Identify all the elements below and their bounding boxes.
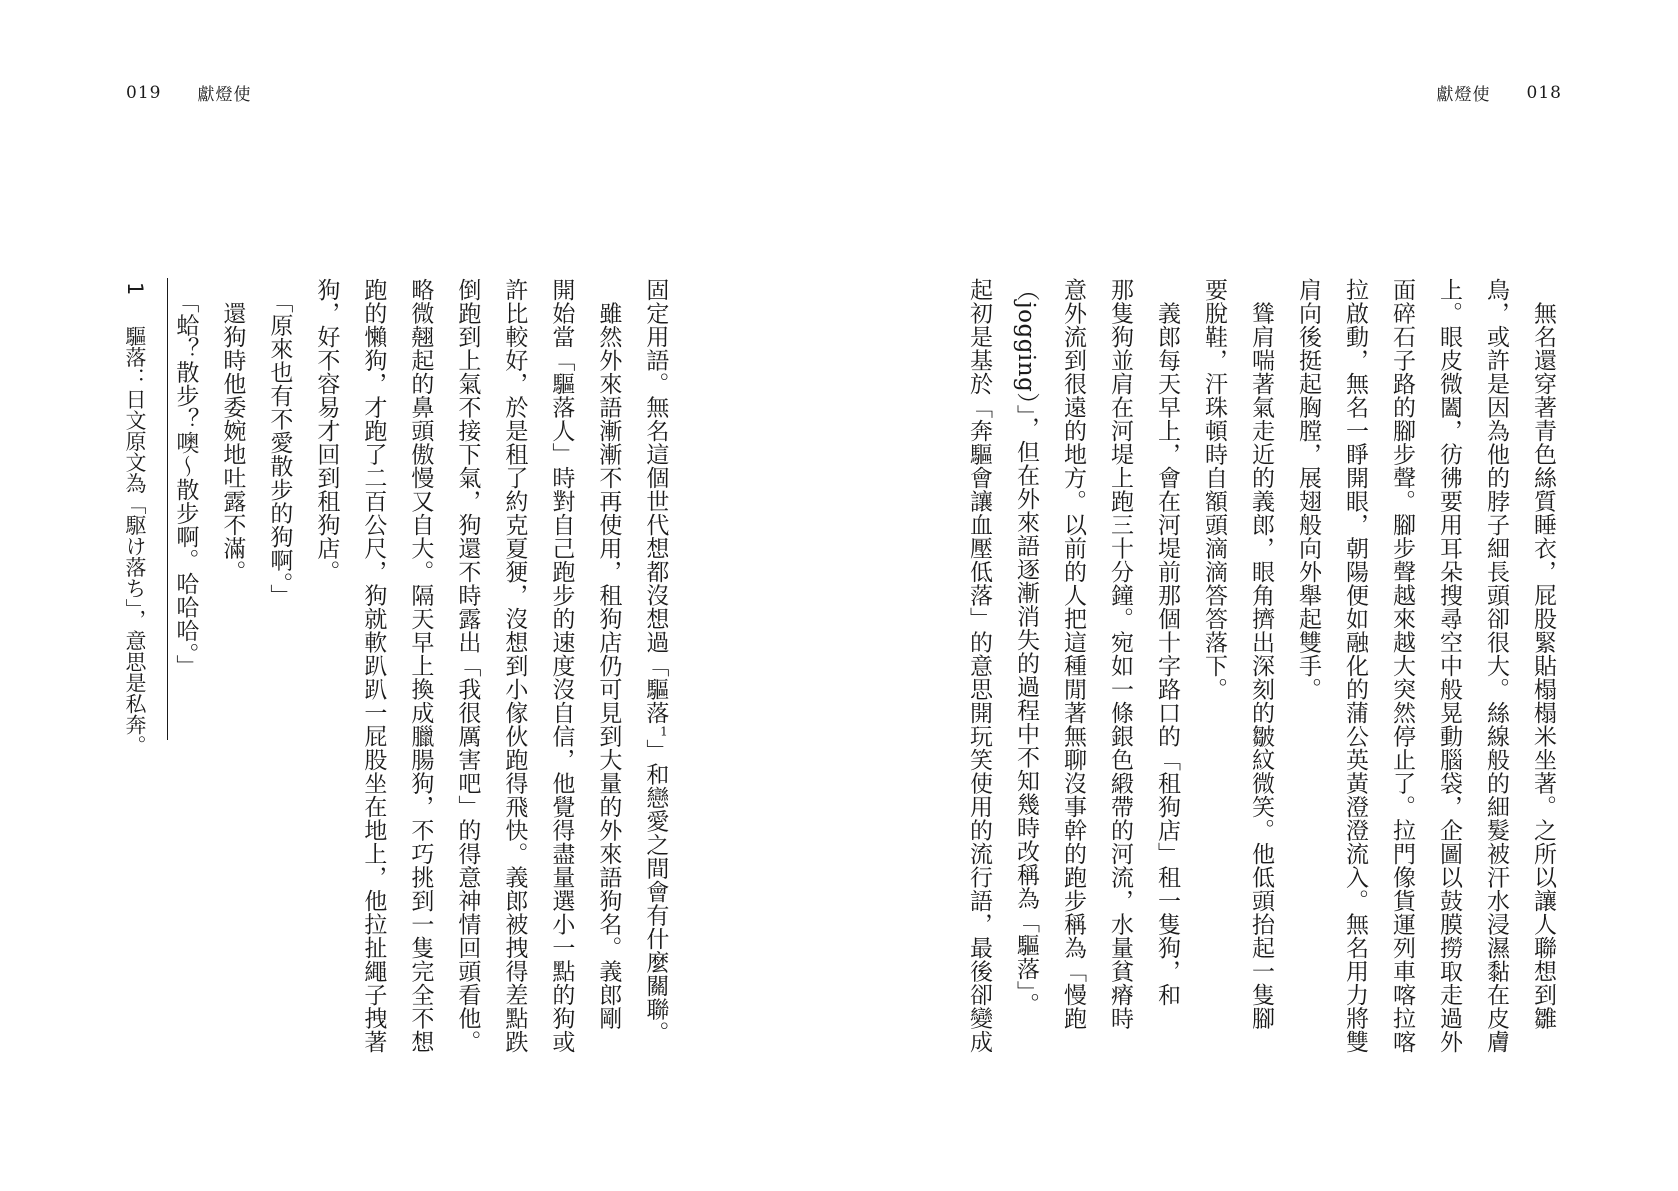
- right-page-header: [1437, 80, 1562, 105]
- paragraph: 要脫鞋，汗珠頓時自額頭滴滴答答落下。: [1201, 278, 1227, 701]
- latin-word: jogging: [1013, 301, 1039, 393]
- footnote-divider: [167, 278, 168, 740]
- paragraph: 狗，好不容易才回到租狗店。: [313, 278, 340, 584]
- paragraph: 倒跑到上氣不接下氣，狗還不時露出「我很厲害吧」的得意神情回頭看他。: [454, 278, 481, 1054]
- paragraph: 許比較好，於是租了約克夏㹴，沒想到小傢伙跑得飛快。義郎被拽得差點跌: [501, 278, 528, 1054]
- footnote: [120, 282, 150, 756]
- paragraph: 鳥，或許是因為他的脖子細長頭卻很大。絲線般的細髮被汗水浸濕黏在皮膚: [1483, 278, 1509, 1054]
- paragraph: 起初是基於「奔驅會讓血壓低落」的意思開玩笑使用的流行語，最後卻變成: [966, 278, 992, 1054]
- left-page-header: [126, 80, 251, 105]
- running-title: 獻燈使: [197, 85, 252, 105]
- paragraph: 跑的懶狗，才跑了二百公尺，狗就軟趴趴一屁股坐在地上，他拉扯繩子拽著: [360, 278, 387, 1054]
- running-title: 獻燈使: [1436, 85, 1491, 105]
- paragraph: 意外流到很遠的地方。以前的人把這種閒著無聊沒事幹的跑步稱為「慢跑: [1060, 278, 1086, 1030]
- paragraph: 拉啟動，無名一睜開眼，朝陽便如融化的蒲公英黃澄澄流入。無名用力將雙: [1342, 278, 1368, 1054]
- paragraph: 上。眼皮微闔，彷彿要用耳朵搜尋空中般晃動腦袋，企圖以鼓膜撈取走過外: [1436, 278, 1462, 1054]
- footnote-reference[interactable]: 1: [657, 724, 671, 739]
- paragraph: 聳肩喘著氣走近的義郎，眼角擠出深刻的皺紋微笑。他低頭抬起一隻腳: [1248, 278, 1274, 1030]
- page-number: 019: [126, 82, 162, 103]
- paragraph: 雖然外來語漸漸不再使用，租狗店仍可見到大量的外來語狗名。義郎剛: [595, 278, 622, 1030]
- paragraph: 那隻狗並肩在河堤上跑三十分鐘。宛如一條銀色緞帶的河流，水量貧瘠時: [1107, 278, 1133, 1030]
- paragraph: 肩向後挺起胸膛，展翅般向外舉起雙手。: [1295, 278, 1321, 701]
- paragraph: 「原來也有不愛散步的狗啊。」: [266, 278, 293, 608]
- paragraph: 固定用語。無名這個世代想都沒想過「驅落$^1$」和戀愛之間會有什麼關聯。: [642, 278, 671, 1045]
- page-number: 018: [1526, 82, 1562, 103]
- paragraph: 義郎每天早上，會在河堤前那個十字路口的「租狗店」租一隻狗，和: [1154, 278, 1180, 1007]
- left-page-body: [161, 278, 687, 1054]
- paragraph: 還狗時他委婉地吐露不滿。: [219, 278, 246, 584]
- paragraph: 無名還穿著青色絲質睡衣，屁股緊貼榻榻米坐著。之所以讓人聯想到雛: [1530, 278, 1556, 1030]
- paragraph: 開始當「驅落人」時對自己跑步的速度沒自信，他覺得盡量選小一點的狗或: [548, 278, 575, 1054]
- footnote-number: 1: [123, 282, 147, 296]
- right-page-body: [955, 278, 1566, 1054]
- paragraph: 面碎石子路的腳步聲。腳步聲越來越大突然停止了。拉門像貨運列車喀拉喀: [1389, 278, 1415, 1054]
- right-page: [839, 0, 1678, 1191]
- paragraph: 略微翹起的鼻頭傲慢又自大。隔天早上換成臘腸狗，不巧挑到一隻完全不想: [407, 278, 434, 1054]
- paragraph: （jogging）」，但在外來語逐漸消失的過程中不知幾時改稱為「驅落」。: [1013, 278, 1039, 1016]
- paragraph: 「蛤？散步？噢～散步啊。哈哈哈。」: [172, 278, 199, 678]
- footnote-text: 驅落：日文原文為「駆け落ち」，意思是私奔。: [123, 325, 147, 756]
